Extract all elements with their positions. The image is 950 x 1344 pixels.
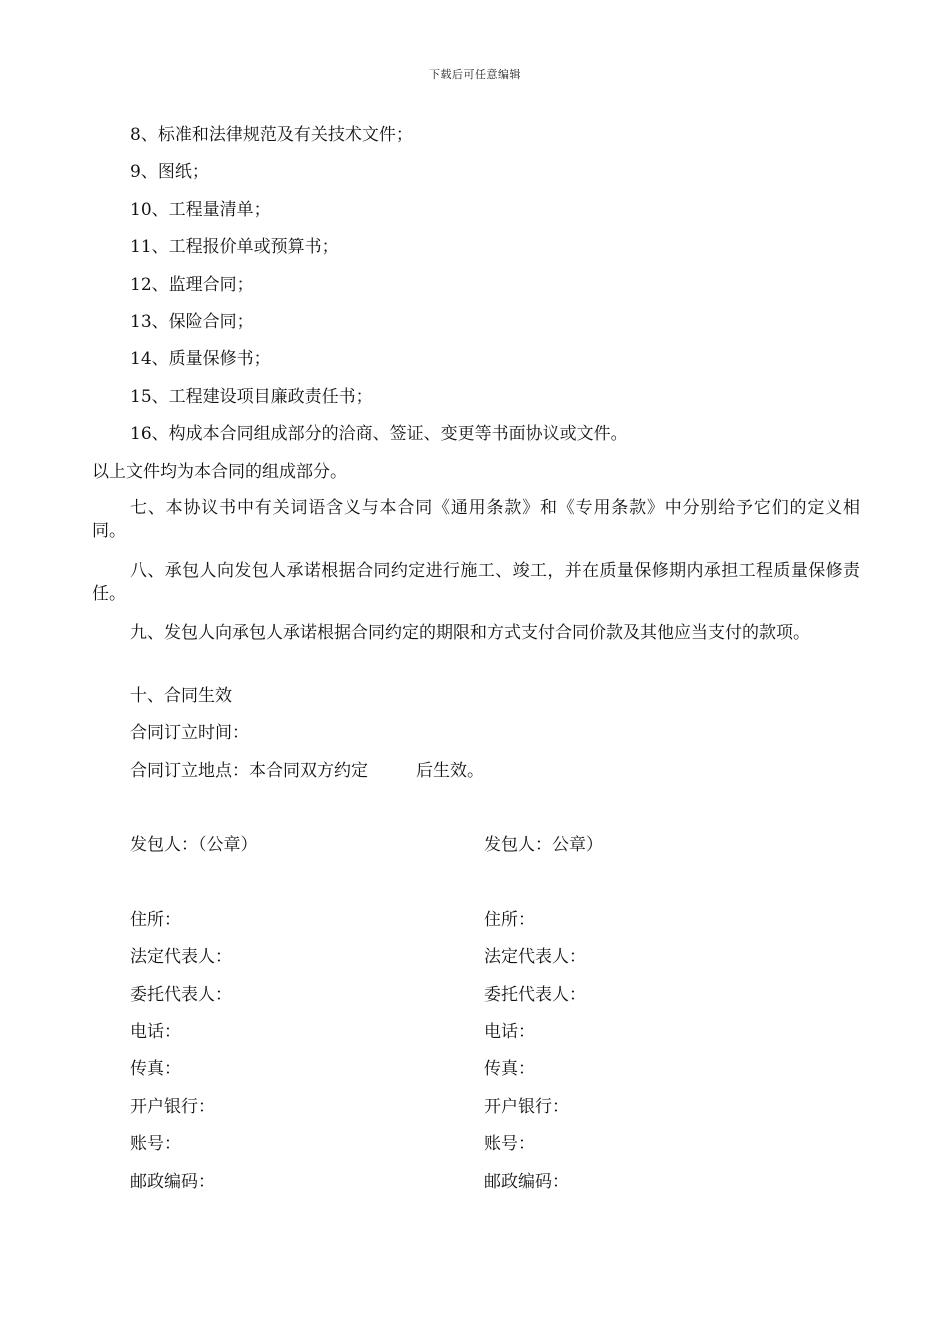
right-postcode: 邮政编码： [484, 1172, 569, 1192]
signing-place-suffix: 后生效。 [416, 761, 484, 781]
right-fax: 传真： [484, 1059, 535, 1079]
right-agent: 委托代表人： [484, 985, 586, 1005]
left-legal-rep: 法定代表人： [130, 947, 232, 967]
list-item: 15、工程建设项目廉政责任书； [130, 387, 373, 407]
clause-seven: 七、本协议书中有关词语含义与本合同《通用条款》和《专用条款》中分别给予它们的定义相同。 [92, 498, 860, 541]
right-bank: 开户银行： [484, 1097, 569, 1117]
page-header: 下载后可任意编辑 [429, 68, 521, 81]
left-agent: 委托代表人： [130, 985, 232, 1005]
list-item: 13、保险合同； [130, 312, 254, 332]
signing-place-label: 合同订立地点：本合同双方约定 [130, 761, 368, 781]
list-item: 9、图纸； [130, 162, 209, 182]
right-address: 住所： [484, 910, 535, 930]
right-party-title: 发包人：公章） [484, 835, 603, 855]
list-item: 8、标准和法律规范及有关技术文件； [130, 125, 413, 145]
list-item: 10、工程量清单； [130, 200, 271, 220]
left-fax: 传真： [130, 1059, 181, 1079]
list-item: 11、工程报价单或预算书； [130, 237, 339, 257]
list-item: 16、构成本合同组成部分的洽商、签证、变更等书面协议或文件。 [130, 424, 628, 444]
right-account: 账号： [484, 1134, 535, 1154]
summary-text: 以上文件均为本合同的组成部分。 [92, 462, 347, 482]
left-bank: 开户银行： [130, 1097, 215, 1117]
right-legal-rep: 法定代表人： [484, 947, 586, 967]
clause-eight: 八、承包人向发包人承诺根据合同约定进行施工、竣工，并在质量保修期内承担工程质量保修责任。 [92, 561, 860, 604]
clause-ten: 十、合同生效 [130, 686, 232, 706]
left-party-title: 发包人：（公章） [130, 835, 258, 855]
list-item: 12、监理合同； [130, 275, 254, 295]
signing-place [130, 760, 484, 782]
left-address: 住所： [130, 910, 181, 930]
list-item: 14、质量保修书； [130, 349, 271, 369]
clause-nine: 九、发包人向承包人承诺根据合同约定的期限和方式支付合同价款及其他应当支付的款项。 [130, 623, 810, 643]
left-phone: 电话： [130, 1022, 181, 1042]
signing-time: 合同订立时间： [130, 723, 249, 743]
left-account: 账号： [130, 1134, 181, 1154]
left-postcode: 邮政编码： [130, 1172, 215, 1192]
right-phone: 电话： [484, 1022, 535, 1042]
